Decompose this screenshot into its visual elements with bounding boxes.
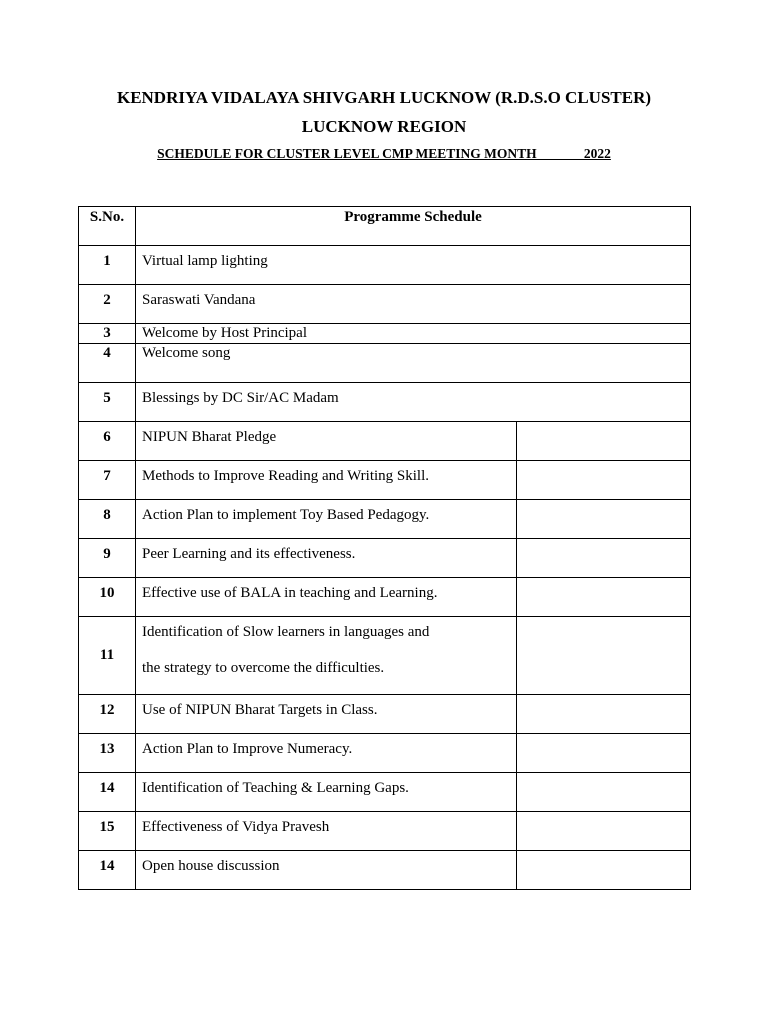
schedule-title: SCHEDULE FOR CLUSTER LEVEL CMP MEETING MONTH ______ 2022 [157,146,611,161]
row-item-line: Identification of Slow learners in languages and [142,624,430,640]
region-title: LUCKNOW REGION [301,117,467,136]
row-item: Identification of Teaching & Learning Gaps. [136,773,517,812]
row-sno: 1 [79,246,136,285]
table-row [79,461,691,500]
row-sno: 10 [79,578,136,617]
table-row [79,344,691,383]
table-row [79,851,691,890]
row-sno: 14 [79,773,136,812]
row-item: Methods to Improve Reading and Writing Skill. [136,461,517,500]
table-row [79,246,691,285]
remarks-cell [517,812,691,851]
programme-schedule-table [78,206,691,890]
row-item: Blessings by DC Sir/AC Madam [136,383,691,422]
row-item-line: the strategy to overcome the difficulties. [142,660,385,676]
table-row [79,383,691,422]
table-row [79,422,691,461]
table-row [79,773,691,812]
table-row [79,695,691,734]
row-item: Effectiveness of Vidya Pravesh [136,812,517,851]
row-item: Welcome song [136,344,691,383]
table-row [79,539,691,578]
row-sno: 8 [79,500,136,539]
row-item: Welcome by Host Principal [136,324,691,344]
table-row [79,578,691,617]
remarks-cell [517,578,691,617]
sno-header: S.No. [79,207,136,246]
row-item: Use of NIPUN Bharat Targets in Class. [136,695,517,734]
row-item [136,617,517,695]
remarks-cell [517,422,691,461]
row-sno: 14 [79,851,136,890]
remarks-cell [517,734,691,773]
row-sno: 6 [79,422,136,461]
row-sno: 3 [79,324,136,344]
row-item: Peer Learning and its effectiveness. [136,539,517,578]
table-row [79,285,691,324]
row-sno: 7 [79,461,136,500]
row-sno: 11 [79,617,136,695]
table-row [79,812,691,851]
remarks-cell [517,851,691,890]
row-item: Virtual lamp lighting [136,246,691,285]
table-row [79,617,691,695]
row-item: NIPUN Bharat Pledge [136,422,517,461]
row-item: Action Plan to implement Toy Based Pedagogy. [136,500,517,539]
row-item: Open house discussion [136,851,517,890]
remarks-cell [517,461,691,500]
row-sno: 12 [79,695,136,734]
row-sno: 2 [79,285,136,324]
remarks-cell [517,500,691,539]
table-header-row [79,207,691,246]
remarks-cell [517,539,691,578]
row-item: Effective use of BALA in teaching and Learning. [136,578,517,617]
row-sno: 9 [79,539,136,578]
row-item: Saraswati Vandana [136,285,691,324]
remarks-cell [517,695,691,734]
row-sno: 4 [79,344,136,383]
row-sno: 15 [79,812,136,851]
table-row [79,734,691,773]
table-row [79,500,691,539]
school-title: KENDRIYA VIDALAYA SHIVGARH LUCKNOW (R.D.S.O CLUSTER) [116,88,652,107]
table-row [79,324,691,344]
programme-header: Programme Schedule [136,207,691,246]
row-sno: 5 [79,383,136,422]
remarks-cell [517,617,691,695]
remarks-cell [517,773,691,812]
row-sno: 13 [79,734,136,773]
row-item: Action Plan to Improve Numeracy. [136,734,517,773]
